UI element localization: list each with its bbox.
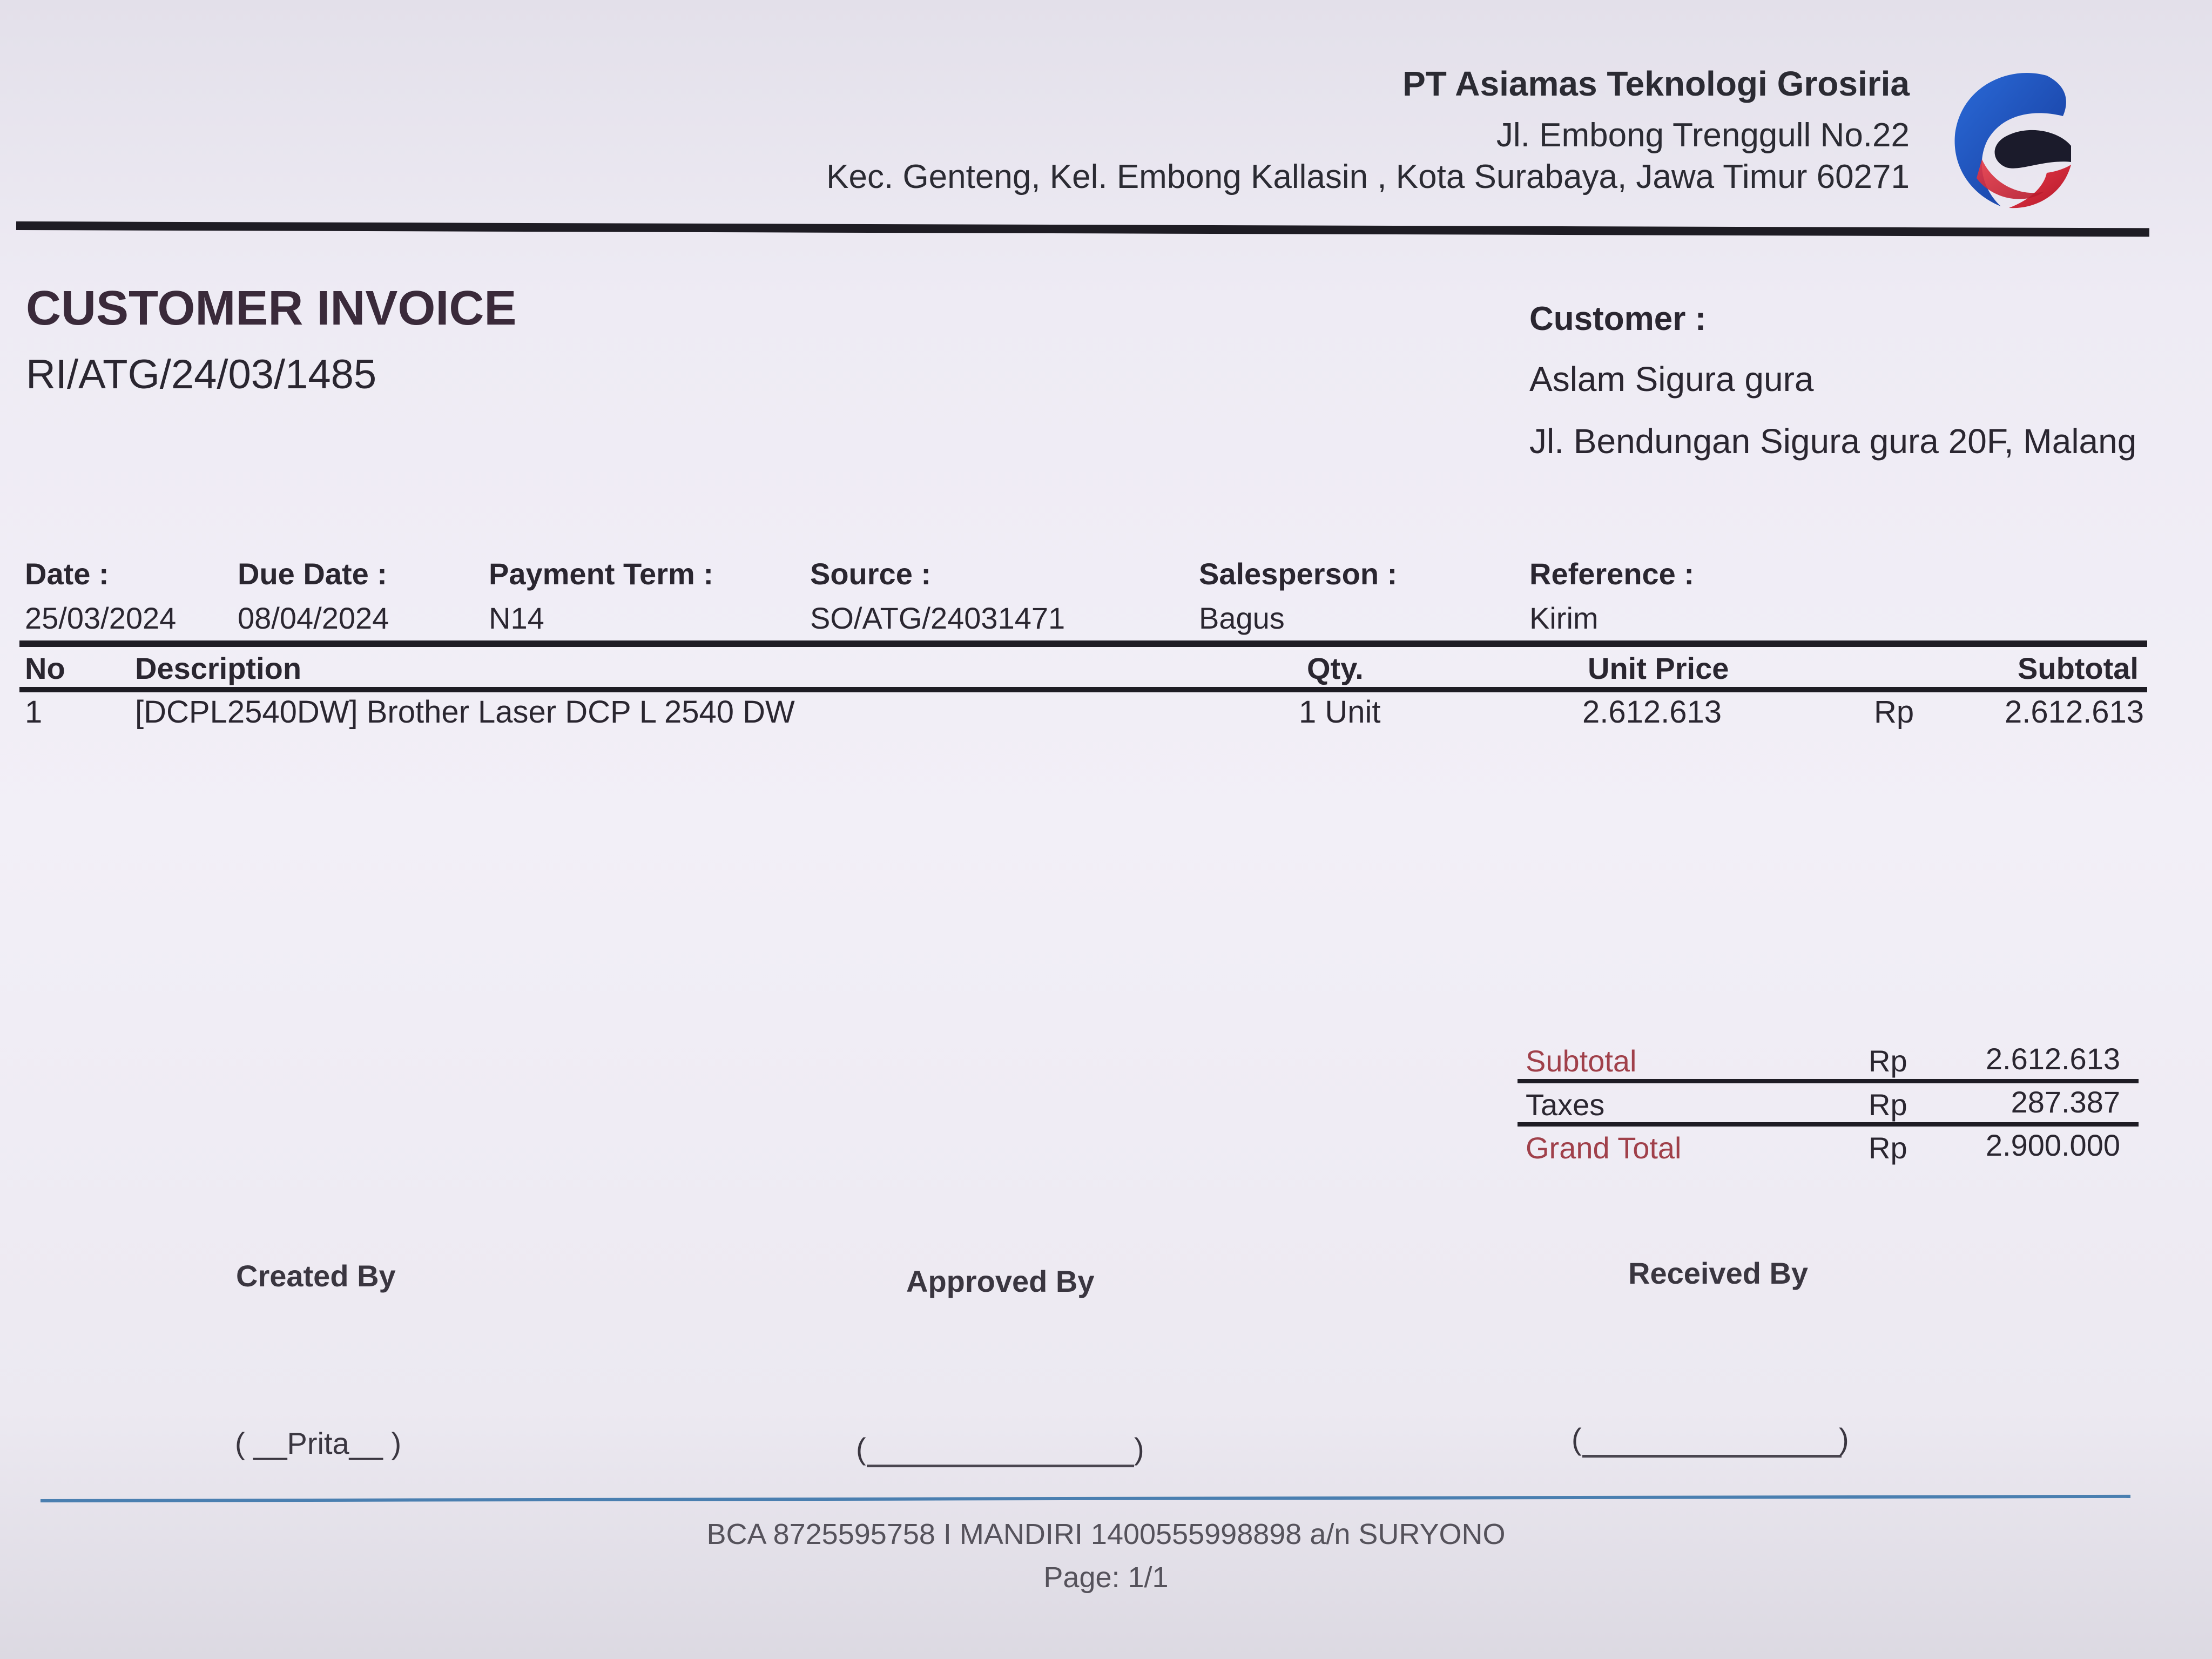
received-by-open-paren: ( bbox=[1572, 1422, 1582, 1456]
grand-total-currency: Rp bbox=[1869, 1131, 1907, 1165]
received-by-signature-line bbox=[1582, 1455, 1842, 1458]
header-divider bbox=[16, 221, 2149, 237]
taxes-label: Taxes bbox=[1526, 1088, 1605, 1122]
grand-total-value: 2.900.000 bbox=[1985, 1128, 2120, 1162]
date-label: Date : bbox=[25, 557, 109, 591]
subtotal-value: 2.612.613 bbox=[1985, 1042, 2120, 1076]
customer-label: Customer : bbox=[1529, 300, 1707, 338]
due-date-value: 08/04/2024 bbox=[238, 601, 389, 635]
subtotal-label: Subtotal bbox=[1526, 1044, 1637, 1078]
payment-term-label: Payment Term : bbox=[489, 557, 713, 591]
col-header-description: Description bbox=[135, 651, 302, 685]
col-header-unit-price: Unit Price bbox=[1588, 651, 1729, 685]
salesperson-label: Salesperson : bbox=[1199, 557, 1398, 591]
source-value: SO/ATG/24031471 bbox=[810, 601, 1065, 635]
subtotal-currency: Rp bbox=[1869, 1044, 1907, 1078]
received-by-close-paren: ) bbox=[1839, 1422, 1849, 1456]
customer-address: Jl. Bendungan Sigura gura 20F, Malang bbox=[1529, 422, 2137, 461]
totals-rule-2 bbox=[1518, 1122, 2139, 1127]
payment-term-value: N14 bbox=[489, 601, 544, 635]
row-qty: 1 Unit bbox=[1299, 694, 1381, 730]
received-by-label: Received By bbox=[1628, 1256, 1809, 1290]
company-name: PT Asiamas Teknologi Grosiria bbox=[1402, 64, 1910, 103]
created-by-name: ( __Prita__ ) bbox=[235, 1426, 402, 1460]
row-no: 1 bbox=[25, 694, 43, 730]
bank-accounts: BCA 8725595758 I MANDIRI 1400555998898 a/n SURYONO bbox=[706, 1518, 1506, 1550]
row-unit-price: 2.612.613 bbox=[1582, 694, 1722, 730]
approved-by-label: Approved By bbox=[906, 1264, 1095, 1298]
col-header-qty: Qty. bbox=[1307, 651, 1364, 685]
grand-total-label: Grand Total bbox=[1526, 1131, 1682, 1165]
totals-rule-1 bbox=[1518, 1079, 2139, 1083]
reference-value: Kirim bbox=[1529, 601, 1599, 635]
approved-by-close-paren: ) bbox=[1134, 1432, 1144, 1466]
row-currency: Rp bbox=[1874, 694, 1914, 730]
invoice-number: RI/ATG/24/03/1485 bbox=[26, 352, 377, 397]
taxes-value: 287.387 bbox=[2011, 1085, 2120, 1119]
taxes-currency: Rp bbox=[1869, 1088, 1907, 1122]
created-by-label: Created By bbox=[236, 1259, 396, 1293]
invoice-title: CUSTOMER INVOICE bbox=[26, 281, 517, 335]
row-description: [DCPL2540DW] Brother Laser DCP L 2540 DW bbox=[135, 694, 795, 730]
due-date-label: Due Date : bbox=[238, 557, 387, 591]
table-header-rule bbox=[19, 687, 2147, 692]
company-address-line2: Kec. Genteng, Kel. Embong Kallasin , Kota Surabaya, Jawa Timur 60271 bbox=[826, 158, 1910, 195]
approved-by-open-paren: ( bbox=[856, 1432, 866, 1466]
company-logo-icon bbox=[1950, 65, 2076, 211]
col-header-subtotal: Subtotal bbox=[2018, 651, 2139, 685]
row-subtotal: 2.612.613 bbox=[2004, 694, 2144, 730]
date-value: 25/03/2024 bbox=[25, 601, 177, 635]
source-label: Source : bbox=[810, 557, 932, 591]
table-top-rule bbox=[19, 640, 2147, 647]
company-address-line1: Jl. Embong Trenggull No.22 bbox=[1496, 117, 1910, 154]
salesperson-value: Bagus bbox=[1199, 601, 1285, 635]
reference-label: Reference : bbox=[1529, 557, 1695, 591]
approved-by-signature-line bbox=[867, 1465, 1134, 1467]
customer-name: Aslam Sigura gura bbox=[1529, 360, 1814, 399]
col-header-no: No bbox=[25, 651, 65, 685]
footer-divider bbox=[41, 1495, 2130, 1502]
page-number: Page: 1/1 bbox=[1043, 1561, 1169, 1594]
